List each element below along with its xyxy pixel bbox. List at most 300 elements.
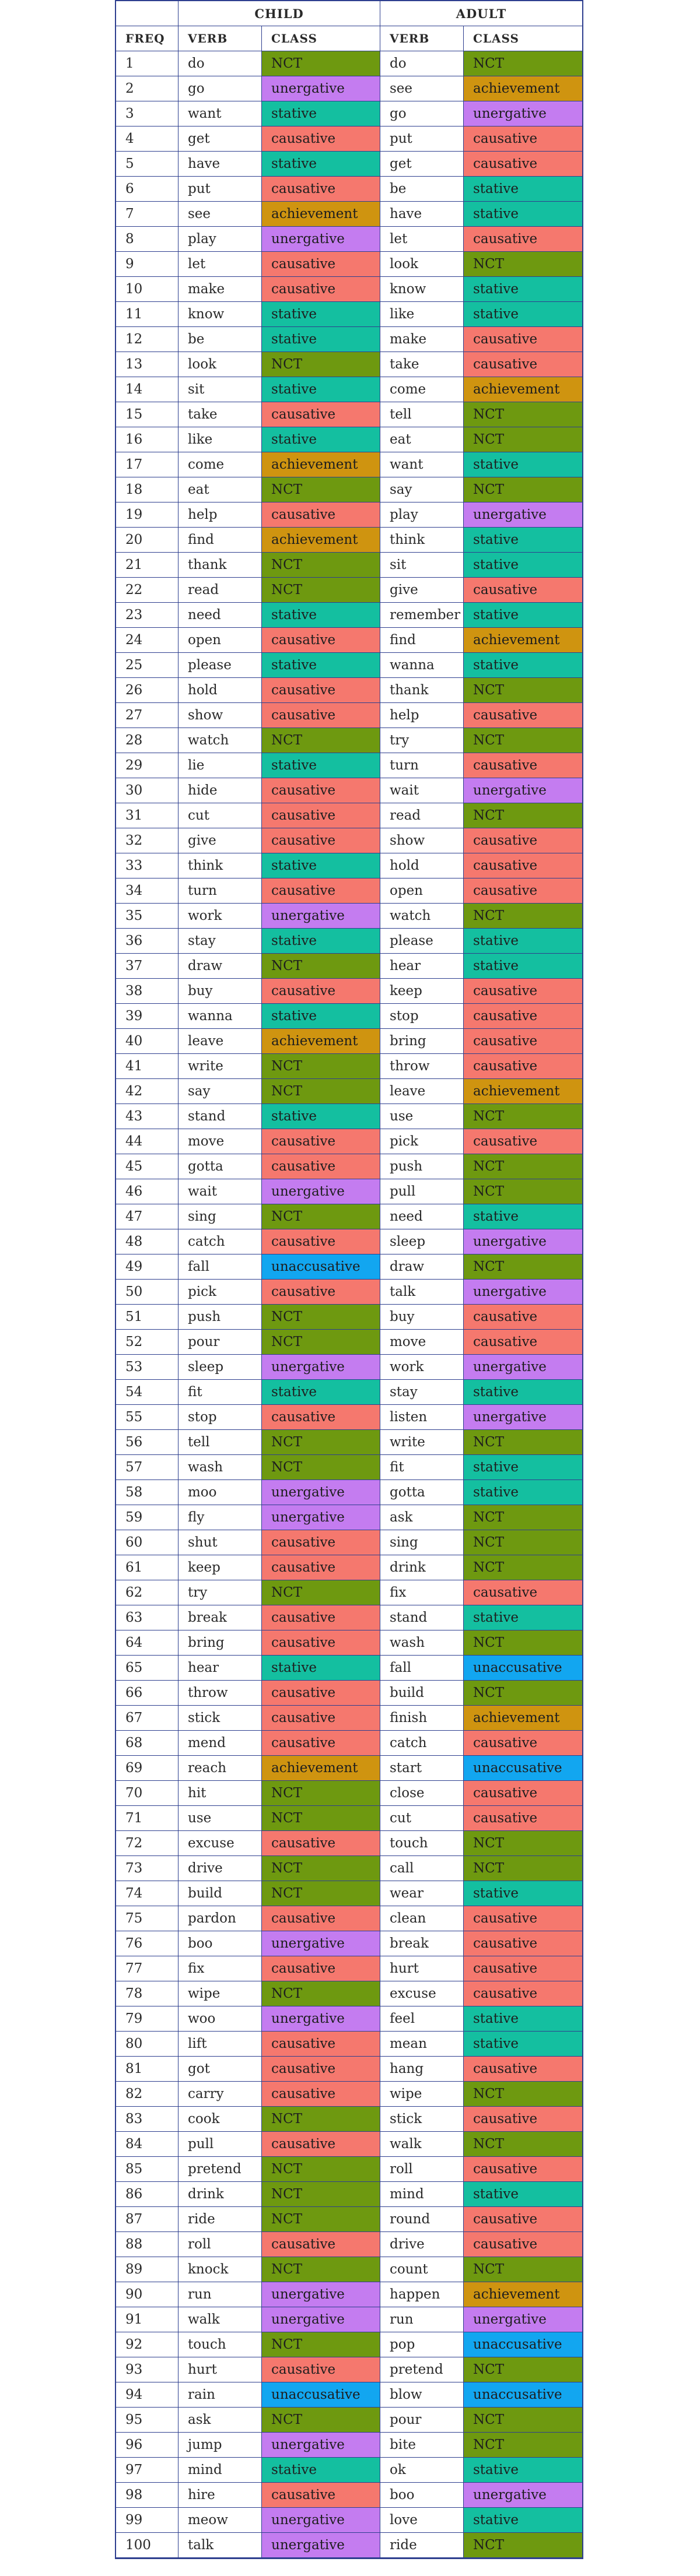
child-class-cell: unaccusative: [262, 2382, 380, 2407]
adult-class-cell: causative: [464, 1931, 582, 1956]
freq-cell: 3: [116, 101, 178, 126]
table-row: [116, 1355, 582, 1380]
adult-class-cell: causative: [464, 1004, 582, 1028]
child-verb-cell: roll: [178, 2232, 262, 2257]
freq-cell: 37: [116, 954, 178, 978]
child-verb-cell: have: [178, 152, 262, 176]
child-verb-cell: walk: [178, 2307, 262, 2332]
adult-class-cell: NCT: [464, 477, 582, 502]
freq-cell: 2: [116, 76, 178, 101]
child-verb-cell: ask: [178, 2408, 262, 2432]
child-class-cell: stative: [262, 1104, 380, 1129]
child-verb-cell: gotta: [178, 1154, 262, 1179]
table-row: [116, 1931, 582, 1956]
freq-cell: 69: [116, 1756, 178, 1780]
adult-class-cell: achievement: [464, 377, 582, 402]
child-class-cell: causative: [262, 402, 380, 427]
adult-class-cell: achievement: [464, 76, 582, 101]
child-verb-cell: pretend: [178, 2157, 262, 2181]
table-row: [116, 101, 582, 126]
freq-cell: 8: [116, 227, 178, 251]
adult-verb-cell: mean: [380, 2032, 464, 2056]
child-verb-cell: fix: [178, 1956, 262, 1981]
table-row: [116, 1430, 582, 1455]
adult-verb-cell: play: [380, 502, 464, 527]
adult-class-cell: NCT: [464, 1254, 582, 1279]
child-verb-cell: build: [178, 1881, 262, 1906]
child-class-cell: NCT: [262, 1204, 380, 1229]
adult-verb-cell: say: [380, 477, 464, 502]
table-row: [116, 2082, 582, 2107]
adult-class-cell: causative: [464, 703, 582, 728]
child-class-cell: causative: [262, 878, 380, 903]
table-row: [116, 352, 582, 377]
adult-class-cell: stative: [464, 553, 582, 577]
freq-cell: 56: [116, 1430, 178, 1454]
table-row: [116, 1656, 582, 1681]
adult-verb-cell: wear: [380, 1881, 464, 1906]
child-class-cell: achievement: [262, 528, 380, 552]
freq-cell: 96: [116, 2433, 178, 2457]
freq-cell: 89: [116, 2257, 178, 2282]
adult-class-cell: unergative: [464, 1229, 582, 1254]
child-class-cell: stative: [262, 152, 380, 176]
adult-verb-cell: tell: [380, 402, 464, 427]
table-row: [116, 828, 582, 853]
freq-cell: 72: [116, 1831, 178, 1855]
child-class-cell: stative: [262, 327, 380, 352]
adult-verb-cell: fall: [380, 1656, 464, 1680]
adult-class-cell: causative: [464, 1806, 582, 1830]
freq-cell: 92: [116, 2332, 178, 2357]
table-row: [116, 803, 582, 828]
child-class-cell: NCT: [262, 1806, 380, 1830]
child-class-cell: NCT: [262, 954, 380, 978]
table-row: [116, 1706, 582, 1731]
child-class-cell: stative: [262, 377, 380, 402]
child-class-cell: NCT: [262, 352, 380, 377]
child-class-cell: causative: [262, 502, 380, 527]
child-class-cell: NCT: [262, 1881, 380, 1906]
adult-verb-cell: do: [380, 51, 464, 76]
adult-class-cell: NCT: [464, 51, 582, 76]
child-class-cell: causative: [262, 1605, 380, 1630]
child-verb-cell: do: [178, 51, 262, 76]
adult-class-cell: causative: [464, 152, 582, 176]
adult-class-cell: causative: [464, 352, 582, 377]
table-row: [116, 853, 582, 878]
child-verb-cell: mend: [178, 1731, 262, 1755]
adult-verb-cell: excuse: [380, 1981, 464, 2006]
table-row: [116, 1029, 582, 1054]
adult-verb-cell: find: [380, 628, 464, 652]
child-class-cell: causative: [262, 2057, 380, 2081]
child-verb-cell: lift: [178, 2032, 262, 2056]
table-row: [116, 1956, 582, 1981]
table-row: [116, 1280, 582, 1305]
table-row: [116, 2433, 582, 2458]
freq-cell: 34: [116, 878, 178, 903]
table-row: [116, 553, 582, 578]
child-class-cell: NCT: [262, 1455, 380, 1479]
child-class-cell: causative: [262, 2357, 380, 2382]
child-class-cell: unergative: [262, 2433, 380, 2457]
adult-verb-cell: go: [380, 101, 464, 126]
adult-verb-cell: clean: [380, 1906, 464, 1931]
adult-class-cell: causative: [464, 1029, 582, 1053]
table-row: [116, 2182, 582, 2207]
table-row: [116, 1380, 582, 1405]
freq-cell: 62: [116, 1580, 178, 1605]
freq-cell: 57: [116, 1455, 178, 1479]
adult-class-cell: causative: [464, 1906, 582, 1931]
child-class-cell: causative: [262, 678, 380, 702]
freq-cell: 51: [116, 1305, 178, 1329]
adult-verb-cell: boo: [380, 2483, 464, 2507]
freq-cell: 84: [116, 2132, 178, 2156]
freq-cell: 74: [116, 1881, 178, 1906]
freq-cell: 21: [116, 553, 178, 577]
adult-class-cell: unergative: [464, 2307, 582, 2332]
adult-verb-cell: bring: [380, 1029, 464, 1053]
adult-verb-cell: stay: [380, 1380, 464, 1404]
table-row: [116, 152, 582, 177]
adult-class-cell: NCT: [464, 678, 582, 702]
child-verb-cell: turn: [178, 878, 262, 903]
header-blank-cell: [116, 1, 178, 26]
child-class-cell: causative: [262, 126, 380, 151]
table-row: [116, 1555, 582, 1580]
adult-class-cell: NCT: [464, 2132, 582, 2156]
freq-cell: 4: [116, 126, 178, 151]
adult-class-cell: causative: [464, 1781, 582, 1805]
freq-cell: 70: [116, 1781, 178, 1805]
adult-verb-cell: walk: [380, 2132, 464, 2156]
table-row: [116, 778, 582, 803]
adult-verb-cell: catch: [380, 1731, 464, 1755]
freq-cell: 52: [116, 1330, 178, 1354]
adult-verb-cell: ride: [380, 2533, 464, 2557]
adult-class-cell: NCT: [464, 2433, 582, 2457]
freq-cell: 44: [116, 1129, 178, 1154]
table-row: [116, 1179, 582, 1204]
adult-verb-cell: talk: [380, 1280, 464, 1304]
adult-verb-cell: help: [380, 703, 464, 728]
freq-cell: 67: [116, 1706, 178, 1730]
adult-verb-cell: stop: [380, 1004, 464, 1028]
freq-cell: 77: [116, 1956, 178, 1981]
table-row: [116, 1756, 582, 1781]
child-class-cell: unergative: [262, 1505, 380, 1530]
freq-cell: 25: [116, 653, 178, 677]
child-verb-cell: break: [178, 1605, 262, 1630]
adult-class-cell: NCT: [464, 1630, 582, 1655]
child-class-cell: causative: [262, 2483, 380, 2507]
freq-cell: 71: [116, 1806, 178, 1830]
table-row: [116, 1731, 582, 1756]
adult-class-cell: unergative: [464, 1405, 582, 1429]
adult-verb-cell: look: [380, 252, 464, 276]
table-row: [116, 1305, 582, 1330]
freq-cell: 26: [116, 678, 178, 702]
adult-class-cell: causative: [464, 1956, 582, 1981]
child-class-cell: unergative: [262, 904, 380, 928]
freq-cell: 45: [116, 1154, 178, 1179]
freq-cell: 20: [116, 528, 178, 552]
child-class-cell: stative: [262, 1004, 380, 1028]
table-row: [116, 628, 582, 653]
adult-verb-cell: pull: [380, 1179, 464, 1204]
child-verb-cell: drink: [178, 2182, 262, 2206]
adult-class-cell: causative: [464, 1981, 582, 2006]
child-verb-cell: sit: [178, 377, 262, 402]
child-class-cell: causative: [262, 1229, 380, 1254]
child-class-cell: stative: [262, 603, 380, 627]
adult-verb-cell: have: [380, 202, 464, 226]
adult-verb-cell: wash: [380, 1630, 464, 1655]
adult-class-cell: causative: [464, 878, 582, 903]
child-class-cell: achievement: [262, 1029, 380, 1053]
child-class-cell: causative: [262, 828, 380, 853]
adult-class-cell: stative: [464, 302, 582, 326]
adult-class-cell: stative: [464, 528, 582, 552]
adult-class-column-header: CLASS: [473, 31, 519, 45]
adult-verb-cell: feel: [380, 2006, 464, 2031]
child-class-cell: NCT: [262, 2107, 380, 2131]
adult-verb-cell: build: [380, 1681, 464, 1705]
table-row: [116, 51, 582, 76]
freq-cell: 88: [116, 2232, 178, 2257]
adult-verb-cell: hurt: [380, 1956, 464, 1981]
child-class-cell: causative: [262, 1154, 380, 1179]
adult-group-header: ADULT: [456, 6, 507, 21]
table-row: [116, 2508, 582, 2533]
child-verb-cell: put: [178, 177, 262, 201]
child-verb-cell: need: [178, 603, 262, 627]
freq-cell: 95: [116, 2408, 178, 2432]
freq-cell: 16: [116, 427, 178, 452]
freq-cell: 39: [116, 1004, 178, 1028]
adult-verb-cell: leave: [380, 1079, 464, 1104]
child-verb-cell: work: [178, 904, 262, 928]
adult-class-cell: causative: [464, 753, 582, 778]
table-row: [116, 402, 582, 427]
table-row: [116, 1480, 582, 1505]
child-verb-cell: stick: [178, 1706, 262, 1730]
adult-class-cell: stative: [464, 603, 582, 627]
adult-verb-cell: happen: [380, 2282, 464, 2307]
child-verb-cell: boo: [178, 1931, 262, 1956]
child-verb-cell: watch: [178, 728, 262, 753]
child-verb-cell: run: [178, 2282, 262, 2307]
child-class-cell: NCT: [262, 2257, 380, 2282]
adult-class-cell: stative: [464, 929, 582, 953]
adult-verb-cell: remember: [380, 603, 464, 627]
adult-verb-cell: move: [380, 1330, 464, 1354]
child-class-cell: causative: [262, 2082, 380, 2106]
table-row: [116, 2232, 582, 2257]
child-class-cell: NCT: [262, 1330, 380, 1354]
freq-cell: 100: [116, 2533, 178, 2557]
child-verb-cell: like: [178, 427, 262, 452]
child-class-cell: causative: [262, 703, 380, 728]
table-row: [116, 1254, 582, 1280]
adult-verb-cell: please: [380, 929, 464, 953]
freq-cell: 93: [116, 2357, 178, 2382]
table-row: [116, 728, 582, 753]
freq-cell: 14: [116, 377, 178, 402]
child-class-cell: causative: [262, 1280, 380, 1304]
adult-verb-cell: draw: [380, 1254, 464, 1279]
table-row: [116, 1129, 582, 1154]
adult-verb-cell: gotta: [380, 1480, 464, 1505]
child-class-cell: causative: [262, 1681, 380, 1705]
adult-class-cell: causative: [464, 1580, 582, 1605]
child-verb-cell: use: [178, 1806, 262, 1830]
child-class-cell: stative: [262, 1380, 380, 1404]
adult-class-cell: NCT: [464, 803, 582, 828]
adult-verb-cell: hold: [380, 853, 464, 878]
adult-class-cell: stative: [464, 1480, 582, 1505]
table-row: [116, 603, 582, 628]
adult-verb-cell: put: [380, 126, 464, 151]
table-row: [116, 76, 582, 101]
table-row: [116, 177, 582, 202]
adult-class-cell: causative: [464, 126, 582, 151]
table-row: [116, 2483, 582, 2508]
child-verb-cell: play: [178, 227, 262, 251]
child-verb-cell: give: [178, 828, 262, 853]
freq-cell: 63: [116, 1605, 178, 1630]
child-class-cell: NCT: [262, 1054, 380, 1078]
child-verb-cell: fly: [178, 1505, 262, 1530]
adult-class-cell: unergative: [464, 2483, 582, 2507]
child-class-cell: causative: [262, 1405, 380, 1429]
freq-cell: 80: [116, 2032, 178, 2056]
child-class-cell: NCT: [262, 2182, 380, 2206]
adult-verb-column-header: VERB: [380, 26, 464, 51]
child-class-cell: unergative: [262, 1355, 380, 1379]
adult-verb-cell: count: [380, 2257, 464, 2282]
child-verb-cell: look: [178, 352, 262, 377]
adult-verb-cell: hang: [380, 2057, 464, 2081]
child-verb-cell: open: [178, 628, 262, 652]
adult-verb-cell: try: [380, 728, 464, 753]
table-row: [116, 1104, 582, 1129]
table-row: [116, 2307, 582, 2332]
table-row: [116, 1906, 582, 1931]
child-verb-cell: think: [178, 853, 262, 878]
freq-cell: 36: [116, 929, 178, 953]
child-verb-cell: take: [178, 402, 262, 427]
table-row: [116, 2257, 582, 2282]
adult-class-cell: NCT: [464, 1179, 582, 1204]
adult-class-cell: NCT: [464, 1430, 582, 1454]
child-verb-cell: shut: [178, 1530, 262, 1555]
table-row: [116, 126, 582, 152]
child-verb-cell: come: [178, 452, 262, 477]
adult-verb-cell: bite: [380, 2433, 464, 2457]
freq-cell: 1: [116, 51, 178, 76]
adult-class-cell: unaccusative: [464, 1656, 582, 1680]
child-verb-cell: touch: [178, 2332, 262, 2357]
adult-verb-cell: fix: [380, 1580, 464, 1605]
adult-verb-cell: read: [380, 803, 464, 828]
table-row: [116, 2382, 582, 2408]
adult-class-cell: stative: [464, 2458, 582, 2482]
table-row: [116, 2408, 582, 2433]
adult-class-cell: causative: [464, 2057, 582, 2081]
table-row: [116, 1154, 582, 1179]
freq-cell: 5: [116, 152, 178, 176]
child-verb-cell: move: [178, 1129, 262, 1154]
child-verb-cell: pardon: [178, 1906, 262, 1931]
freq-cell: 47: [116, 1204, 178, 1229]
child-verb-cell: hear: [178, 1656, 262, 1680]
adult-verb-cell: use: [380, 1104, 464, 1129]
child-verb-cell: excuse: [178, 1831, 262, 1855]
child-class-cell: NCT: [262, 1981, 380, 2006]
child-verb-cell: let: [178, 252, 262, 276]
child-verb-cell: know: [178, 302, 262, 326]
table-row: [116, 2006, 582, 2032]
child-class-cell: stative: [262, 929, 380, 953]
adult-verb-cell: need: [380, 1204, 464, 1229]
adult-verb-cell: see: [380, 76, 464, 101]
child-verb-cell: push: [178, 1305, 262, 1329]
table-row: [116, 227, 582, 252]
freq-cell: 64: [116, 1630, 178, 1655]
table-row: [116, 2357, 582, 2382]
adult-verb-cell: like: [380, 302, 464, 326]
freq-cell: 68: [116, 1731, 178, 1755]
adult-class-cell: NCT: [464, 728, 582, 753]
table-row: [116, 2533, 582, 2558]
child-class-cell: NCT: [262, 2157, 380, 2181]
child-class-cell: achievement: [262, 202, 380, 226]
adult-verb-cell: want: [380, 452, 464, 477]
adult-verb-cell: stand: [380, 1605, 464, 1630]
child-verb-cell: please: [178, 653, 262, 677]
table-row: [116, 502, 582, 528]
adult-verb-cell: wait: [380, 778, 464, 803]
child-verb-cell: see: [178, 202, 262, 226]
table-row: [116, 327, 582, 352]
child-class-cell: NCT: [262, 1856, 380, 1881]
table-row: [116, 1981, 582, 2006]
child-class-cell: causative: [262, 1129, 380, 1154]
child-verb-cell: moo: [178, 1480, 262, 1505]
child-class-cell: achievement: [262, 1756, 380, 1780]
freq-cell: 53: [116, 1355, 178, 1379]
adult-verb-cell: stick: [380, 2107, 464, 2131]
child-class-cell: causative: [262, 252, 380, 276]
child-class-cell: stative: [262, 653, 380, 677]
child-class-cell: NCT: [262, 2408, 380, 2432]
adult-verb-cell: run: [380, 2307, 464, 2332]
table-row: [116, 1580, 582, 1605]
adult-class-cell: NCT: [464, 1505, 582, 1530]
table-row: [116, 1681, 582, 1706]
freq-cell: 22: [116, 578, 178, 602]
adult-class-cell: achievement: [464, 2282, 582, 2307]
child-verb-cell: talk: [178, 2533, 262, 2557]
child-class-cell: NCT: [262, 1430, 380, 1454]
adult-verb-cell: ok: [380, 2458, 464, 2482]
child-verb-cell: tell: [178, 1430, 262, 1454]
child-class-cell: causative: [262, 979, 380, 1003]
adult-verb-cell: fit: [380, 1455, 464, 1479]
